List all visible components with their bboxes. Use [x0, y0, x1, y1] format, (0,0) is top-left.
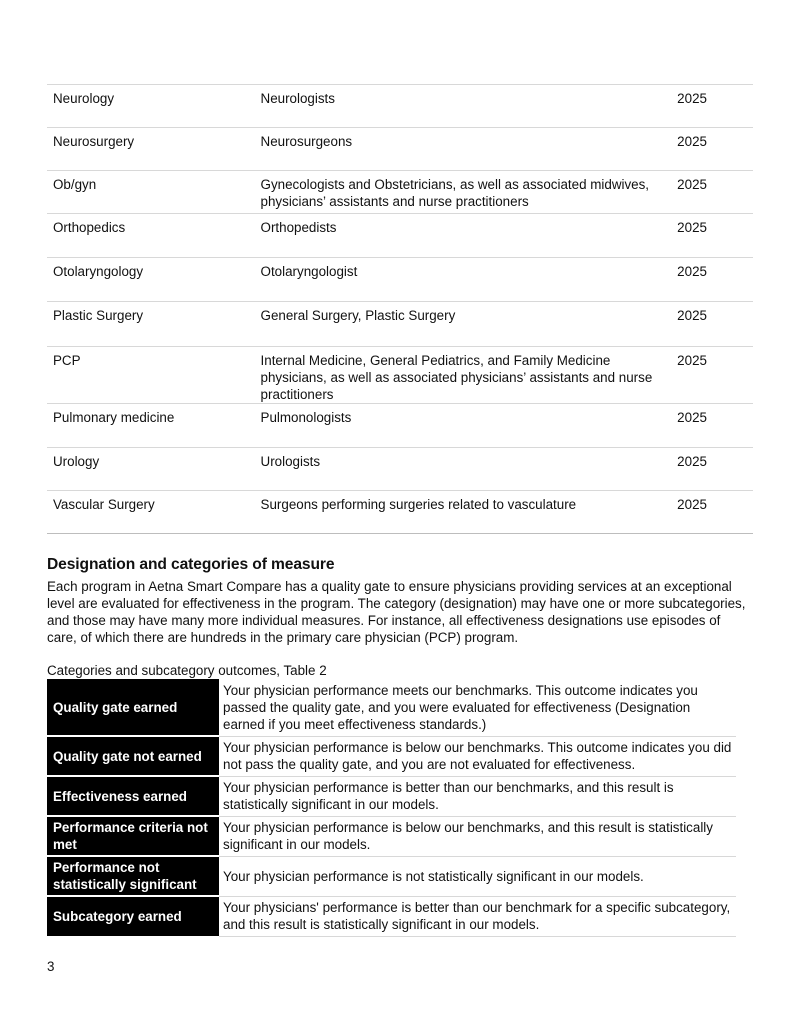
table-row: [47, 85, 753, 128]
outcome-label: Subcategory earned: [47, 896, 219, 936]
section-intro: Each program in Aetna Smart Compare has a quality gate to ensure physicians providing services at an exceptional level are evaluated for effectiveness in the program. The category (designation) may have one or more subcategories, and those may have many more individual measures. For instance, all effectiveness designations use episodes of care, of which there are hundreds in the primary care physician (PCP) program.: [47, 579, 746, 645]
outcome-description: Your physician performance meets our benchmarks. This outcome indicates you passed the quality gate, and you were evaluated for effectiveness (Designation earned if you meet effectiveness standards.): [219, 679, 736, 736]
year-cell: 2025: [671, 171, 753, 214]
year-cell: 2025: [671, 258, 753, 302]
outcome-label: Quality gate earned: [47, 679, 219, 736]
year-cell: 2025: [671, 491, 753, 534]
table-row: [47, 896, 736, 936]
outcome-label: Effectiveness earned: [47, 776, 219, 816]
outcome-label: Performance criteria not met: [47, 816, 219, 856]
table-row: [47, 214, 753, 258]
page-number: 3: [47, 959, 55, 974]
description-cell: Pulmonologists: [255, 404, 672, 448]
outcome-label: Performance not statistically significant: [47, 856, 219, 896]
year-cell: 2025: [671, 404, 753, 448]
table-caption: Categories and subcategory outcomes, Table 2: [47, 663, 327, 678]
outcome-description: Your physician performance is below our benchmarks. This outcome indicates you did not pass the quality gate, and you are not evaluated for effectiveness.: [219, 736, 736, 776]
table-row: [47, 347, 753, 404]
description-cell: Orthopedists: [255, 214, 672, 258]
specialty-cell: Neurology: [47, 85, 255, 128]
specialty-cell: Plastic Surgery: [47, 302, 255, 347]
specialty-cell: Vascular Surgery: [47, 491, 255, 534]
description-cell: Internal Medicine, General Pediatrics, and Family Medicine physicians, as well as associated physicians’ assistants and nurse practitioners: [255, 347, 672, 404]
description-cell: Neurosurgeons: [255, 128, 672, 171]
table-row: [47, 171, 753, 214]
specialty-cell: Urology: [47, 448, 255, 491]
table-row: [47, 302, 753, 347]
outcome-table: [47, 679, 736, 937]
table-row: [47, 679, 736, 736]
year-cell: 2025: [671, 85, 753, 128]
description-cell: Urologists: [255, 448, 672, 491]
outcome-description: Your physician performance is not statistically significant in our models.: [219, 856, 736, 896]
specialty-cell: Neurosurgery: [47, 128, 255, 171]
section-title: Designation and categories of measure: [47, 556, 335, 573]
description-cell: Otolaryngologist: [255, 258, 672, 302]
table-row: [47, 816, 736, 856]
description-cell: Gynecologists and Obstetricians, as well as associated midwives, physicians’ assistants and nurse practitioners: [255, 171, 672, 214]
table-row: [47, 491, 753, 534]
table-row: [47, 258, 753, 302]
description-cell: General Surgery, Plastic Surgery: [255, 302, 672, 347]
table-row: [47, 856, 736, 896]
specialty-cell: Pulmonary medicine: [47, 404, 255, 448]
outcome-label: Quality gate not earned: [47, 736, 219, 776]
table-row: [47, 404, 753, 448]
specialty-cell: Orthopedics: [47, 214, 255, 258]
description-cell: Neurologists: [255, 85, 672, 128]
year-cell: 2025: [671, 347, 753, 404]
specialty-cell: Ob/gyn: [47, 171, 255, 214]
table-row: [47, 776, 736, 816]
description-cell: Surgeons performing surgeries related to vasculature: [255, 491, 672, 534]
outcome-description: Your physician performance is better than our benchmarks, and this result is statistically significant in our models.: [219, 776, 736, 816]
table-row: [47, 128, 753, 171]
outcome-description: Your physicians' performance is better than our benchmark for a specific subcategory, and this result is statistically significant in our models.: [219, 896, 736, 936]
specialty-table: [47, 84, 753, 534]
year-cell: 2025: [671, 128, 753, 171]
specialty-cell: Otolaryngology: [47, 258, 255, 302]
table-row: [47, 736, 736, 776]
year-cell: 2025: [671, 214, 753, 258]
table-row: [47, 448, 753, 491]
specialty-cell: PCP: [47, 347, 255, 404]
year-cell: 2025: [671, 302, 753, 347]
year-cell: 2025: [671, 448, 753, 491]
outcome-description: Your physician performance is below our benchmarks, and this result is statistically significant in our models.: [219, 816, 736, 856]
